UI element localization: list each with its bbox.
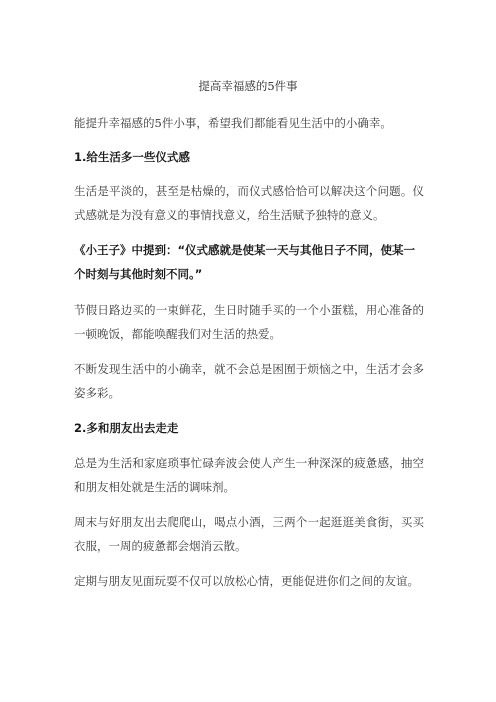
section1-heading: 1.给生活多一些仪式感 bbox=[74, 150, 190, 164]
intro-paragraph: 能提升幸福感的5件小事，希望我们都能看见生活中的小确幸。 bbox=[74, 116, 392, 130]
section1-quote: 《小王子》中提到：“仪式感就是使某一天与其他日子不同，使某一个时刻与其他时刻不同。” bbox=[74, 243, 416, 281]
section2-paragraph-2: 周末与好朋友出去爬爬山，喝点小酒，三两个一起逛逛美食街，买买衣服，一周的疲惫都会烟消云散。 bbox=[74, 515, 424, 553]
section2-heading: 2.多和朋友出去走走 bbox=[74, 421, 179, 435]
section1-paragraph-2: 节假日路边买的一束鲜花，生日时随手买的一个小蛋糕，用心准备的一顿晚饭，都能唤醒我们对生活的热爱。 bbox=[74, 303, 424, 341]
section2-paragraph-1: 总是为生活和家庭琐事忙碌奔波会使人产生一种深深的疲惫感，抽空和朋友相处就是生活的调味剂。 bbox=[74, 456, 424, 494]
section1-paragraph-3: 不断发现生活中的小确幸，就不会总是困囿于烦恼之中，生活才会多姿多彩。 bbox=[74, 362, 424, 400]
section1-paragraph-1: 生活是平淡的，甚至是枯燥的，而仪式感恰恰可以解决这个问题。仪式感就是为没有意义的事情找意义，给生活赋予独特的意义。 bbox=[74, 184, 424, 222]
section2-paragraph-3: 定期与朋友见面玩耍不仅可以放松心情，更能促进你们之间的友谊。 bbox=[74, 574, 419, 588]
document-title: 提高幸福感的5件事 bbox=[198, 79, 298, 93]
